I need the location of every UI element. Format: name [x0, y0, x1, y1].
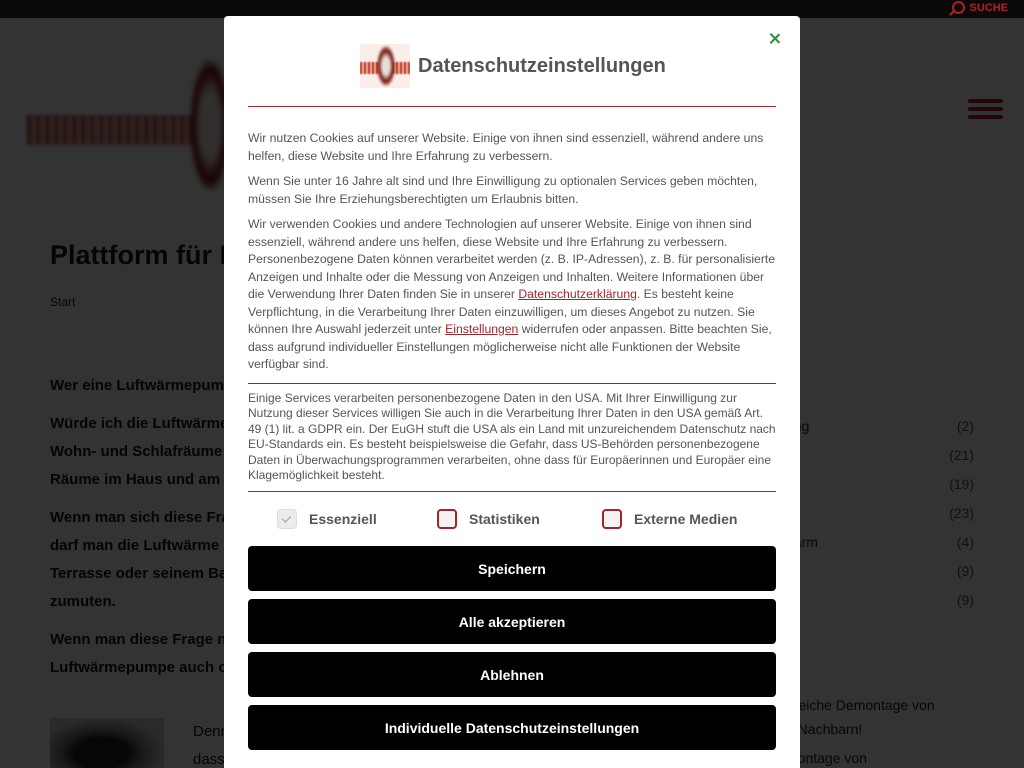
- divider: [248, 491, 776, 492]
- save-button[interactable]: Speichern: [248, 546, 776, 591]
- divider: [248, 383, 776, 384]
- search-label: SUCHE: [969, 1, 1008, 14]
- settings-link[interactable]: Einstellungen: [445, 322, 519, 336]
- reject-button[interactable]: Ablehnen: [248, 652, 776, 697]
- details-text-part: widerrufen oder anpassen. Bitte beachten Sie, dass aufgrund individueller Einstellungen möglicherweise nicht alle Funktionen der Website verfügbar sind.: [248, 322, 772, 371]
- individual-settings-button[interactable]: Individuelle Datenschutzeinstellungen: [248, 705, 776, 750]
- checkbox-label[interactable]: Statistiken: [469, 511, 540, 527]
- dialog-title: Datenschutzeinstellungen: [418, 54, 666, 77]
- privacy-settings-dialog: [224, 16, 800, 768]
- divider: [248, 106, 776, 107]
- accept-all-button[interactable]: Alle akzeptieren: [248, 599, 776, 644]
- close-icon[interactable]: [768, 32, 782, 46]
- details-text-part: Wir verwenden Cookies und andere Technologien auf unserer Website. Einige von ihnen sind essenziell, während andere uns helfen, diese Website und Ihre Erfahrung zu verbessern. Personenbezogene Daten können verarbeitet werden (z. B. IP-Adressen), z. B. für personalisierte Anzeigen und Inhalte oder die Messung von Anzeigen und Inhalten. Weitere Informationen über die Verwendung Ihrer Daten finden Sie in unserer: [248, 217, 776, 301]
- privacy-policy-link[interactable]: Datenschutzerklärung: [518, 287, 637, 301]
- checkbox-label[interactable]: Externe Medien: [634, 511, 738, 527]
- checkbox-statistiken[interactable]: [437, 509, 457, 529]
- consent-checkboxes: [248, 508, 776, 530]
- dialog-logo: [360, 44, 410, 88]
- details-text: [248, 216, 776, 374]
- search-icon: [952, 1, 965, 14]
- checkbox-label: Essenziell: [309, 511, 377, 527]
- age-notice-text: Wenn Sie unter 16 Jahre alt sind und Ihre Einwilligung zu optionalen Services geben möchten, müssen Sie Ihre Erziehungsberechtigten um Erlaubnis bitten.: [248, 174, 758, 206]
- checkbox-externe-medien[interactable]: [602, 509, 622, 529]
- dialog-header: [360, 44, 666, 88]
- details-text-part: . Es besteht keine Verpflichtung, in die Verarbeitung Ihrer Daten einzuwilligen, um dieses Angebot zu nutzen. Sie können Ihre Auswahl jederzeit unter: [248, 287, 755, 336]
- logo-figure: [377, 46, 395, 86]
- intro-text: Wir nutzen Cookies auf unserer Website. Einige von ihnen sind essenziell, während andere uns helfen, diese Website und Ihre Erfahrung zu verbessern.: [248, 131, 764, 163]
- usa-notice-text: Einige Services verarbeiten personenbezogene Daten in den USA. Mit Ihrer Einwilligung zur Nutzung dieser Services willigen Sie auch in die Verarbeitung Ihrer Daten in den USA gemäß Art. 49 (1) lit. a GDPR ein. Der EuGH stuft die USA als ein Land mit unzureichendem Datenschutz nach EU-Standards ein. Es besteht beispielsweise die Gefahr, dass US-Behörden personenbezogene Daten in Überwachungsprogrammen verarbeiten, ohne dass für Europäerinnen und Europäer eine Klagemöglichkeit besteht.: [248, 391, 776, 483]
- search-button[interactable]: [952, 1, 1008, 14]
- checkbox-essenziell: [277, 509, 297, 529]
